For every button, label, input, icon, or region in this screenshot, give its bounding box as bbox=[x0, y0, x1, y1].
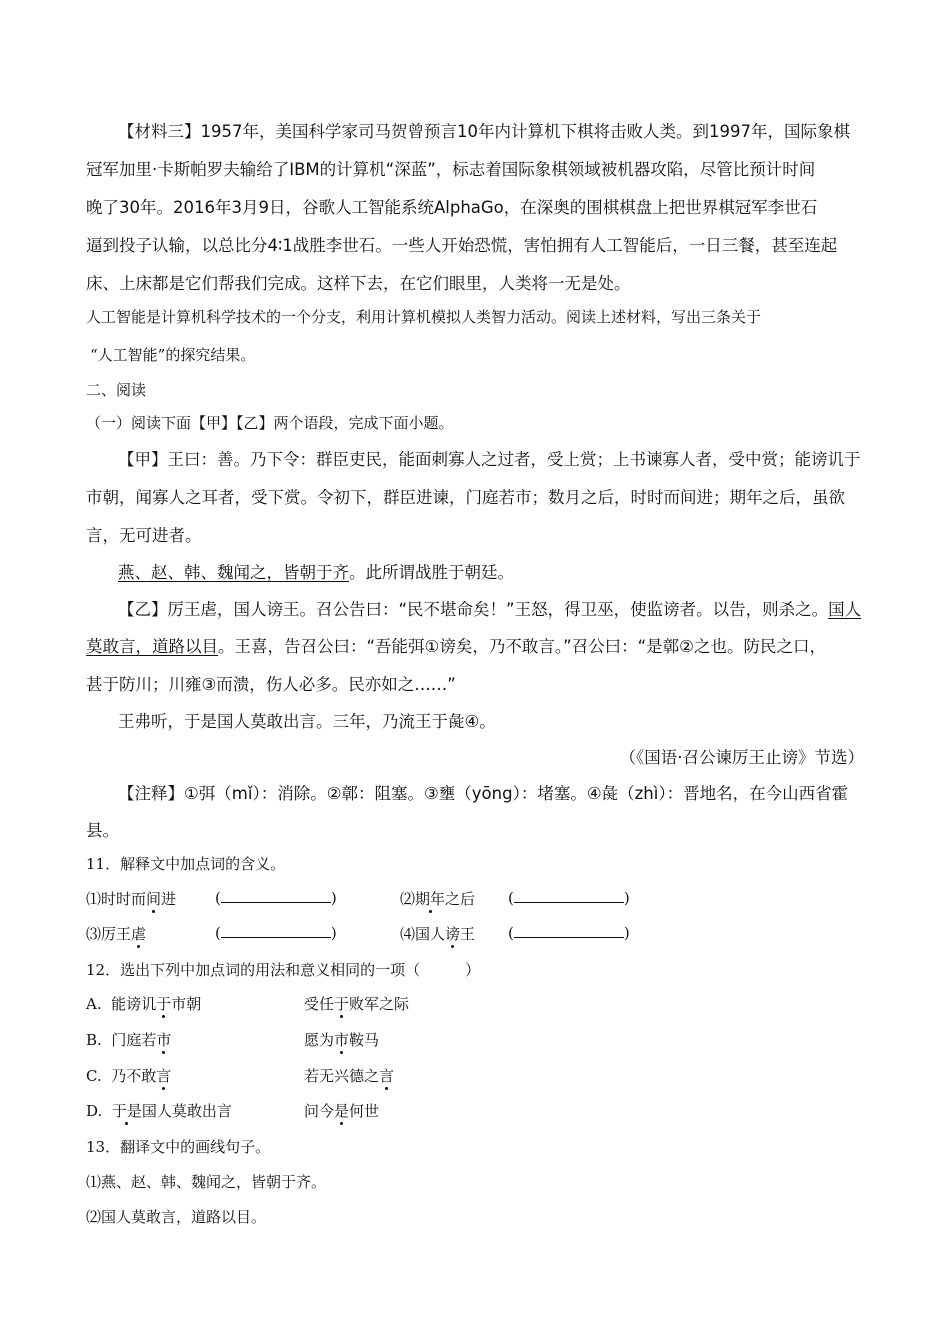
yi-line-1 bbox=[118, 596, 861, 620]
option-right-post: 败军之际 bbox=[349, 995, 410, 1013]
answer-blank[interactable] bbox=[221, 888, 331, 903]
passage-source: （《国语·召公谏厉王止谤》节选） bbox=[619, 748, 864, 767]
option-right-pre: 若无兴德之 bbox=[304, 1067, 380, 1085]
q12-option-c-right bbox=[304, 1065, 394, 1086]
option-left-pre: 门庭若 bbox=[111, 1031, 157, 1049]
option-letter: B. bbox=[86, 1031, 102, 1049]
notes-line-1: 【注释】①弭（mǐ）：消除。②鄣：阻塞。③壅（yōng）：堵塞。④彘（zhì）：晋地名，在今山西省霍 bbox=[118, 784, 849, 803]
option-right-pre: 问今 bbox=[304, 1102, 335, 1120]
jia-underlined-sentence: 燕、赵、韩、魏闻之，皆朝于齐 bbox=[118, 563, 349, 582]
notes-line-2: 县。 bbox=[86, 821, 119, 840]
yi-line-2-text: 。王喜，告召公曰：“吾能弭①谤矣，乃不敢言。”召公曰：“是鄣②之也。防民之口， bbox=[218, 637, 826, 656]
material-line-1: 【材料三】1957年，美国科学家司马贺曾预言10年内计算机下棋将击败人类。到1997年，国际象棋 bbox=[118, 122, 850, 141]
q12-option-b-right bbox=[304, 1029, 379, 1050]
material-line-4: 逼到投子认输，以总比分4∶1战胜李世石。一些人开始恐慌，害怕拥有人工智能后，一日三餐，甚至连起 bbox=[86, 236, 838, 255]
q11-item-2-num: ⑵ bbox=[400, 890, 416, 908]
q12-option-b[interactable] bbox=[86, 1029, 171, 1050]
q12-option-a[interactable] bbox=[86, 993, 201, 1014]
yi-line-4: 王弗听，于是国人莫敢出言。三年，乃流王于彘④。 bbox=[118, 712, 496, 731]
option-right-post: 何世 bbox=[349, 1102, 380, 1120]
option-right-dotted: 是 bbox=[334, 1102, 350, 1120]
q11-item-1-pre: 时时而 bbox=[101, 890, 147, 908]
option-left-dotted: 于是 bbox=[111, 1102, 142, 1120]
q11-item-3-num: ⑶ bbox=[86, 925, 102, 943]
option-left-pre: 能谤讥 bbox=[111, 995, 157, 1013]
option-left-post: 国人莫敢出言 bbox=[141, 1102, 232, 1120]
yi-line-2 bbox=[86, 633, 826, 657]
option-letter: A. bbox=[86, 995, 102, 1013]
q11-item-1-post: 进 bbox=[161, 890, 177, 908]
q11-item-4-post: 王 bbox=[460, 925, 476, 943]
yi-line-1-text: 【乙】厉王虐，国人谤王。召公告曰：“民不堪命矣！”王怒，得卫巫，使监谤者。以告，则杀之。 bbox=[118, 600, 829, 619]
option-letter: D. bbox=[86, 1102, 103, 1120]
answer-blank[interactable] bbox=[221, 923, 331, 938]
option-right-pre: 受任 bbox=[304, 995, 335, 1013]
option-right-dotted: 市 bbox=[334, 1031, 350, 1049]
q13-item-1: ⑴燕、赵、韩、魏闻之，皆朝于齐。 bbox=[86, 1173, 327, 1191]
q12-option-a-right bbox=[304, 993, 409, 1014]
q13-stem: 13．翻译文中的画线句子。 bbox=[86, 1138, 271, 1156]
answer-blank[interactable] bbox=[514, 888, 624, 903]
prompt-line-2: “人工智能”的探究结果。 bbox=[90, 346, 256, 364]
option-right-post: 鞍马 bbox=[349, 1031, 380, 1049]
q11-item-4-num: ⑷ bbox=[400, 925, 416, 943]
yi-line-3: 甚于防川；川雍③而溃，伤人必多。民亦如之……” bbox=[86, 675, 456, 694]
q13-item-2: ⑵国人莫敢言，道路以目。 bbox=[86, 1208, 267, 1226]
option-left-pre: 乃不敢 bbox=[111, 1067, 157, 1085]
q11-item-3-pre: 厉王 bbox=[101, 925, 132, 943]
q11-answer-4[interactable]: ( ) bbox=[508, 924, 630, 942]
q11-item-1-num: ⑴ bbox=[86, 890, 102, 908]
q11-item-2-post: 之后 bbox=[445, 890, 476, 908]
yi-underlined-start: 国人 bbox=[828, 600, 862, 619]
q11-answer-3[interactable]: ( ) bbox=[215, 924, 337, 942]
q12-option-d[interactable] bbox=[86, 1100, 232, 1121]
option-left-dotted: 市 bbox=[156, 1031, 172, 1049]
option-left-post: 市朝 bbox=[171, 995, 202, 1013]
material-line-2: 冠军加里·卡斯帕罗夫输给了IBM的计算机“深蓝”，标志着国际象棋领域被机器攻陷，尽管比预计时间 bbox=[86, 160, 816, 179]
q11-stem: 11．解释文中加点词的含义。 bbox=[86, 855, 286, 873]
prompt-line-1: 人工智能是计算机科学技术的一个分支，利用计算机模拟人类智力活动。阅读上述材料，写出三条关于 bbox=[86, 308, 762, 326]
option-left-dotted: 言 bbox=[156, 1067, 172, 1085]
q11-item-2 bbox=[400, 888, 475, 909]
jia-tail: 。此所谓战胜于朝廷。 bbox=[349, 563, 514, 582]
yi-underlined-end: 莫敢言，道路以目 bbox=[86, 637, 218, 656]
material-line-3: 晚了30年。2016年3月9日，谷歌人工智能系统AlphaGo，在深奥的围棋棋盘上把世界棋冠军李世石 bbox=[86, 198, 818, 217]
q11-item-4-dotted: 谤 bbox=[445, 925, 461, 943]
jia-line-2: 市朝，闻寡人之耳者，受下赏。令初下，群臣进谏，门庭若市；数月之后，时时而间进；期年之后，虽欲 bbox=[86, 488, 845, 507]
material-line-5: 床、上床都是它们帮我们完成。这样下去，在它们眼里，人类将一无是处。 bbox=[86, 274, 631, 293]
q11-item-3 bbox=[86, 923, 146, 944]
q11-item-1-dotted: 间 bbox=[146, 890, 162, 908]
q11-item-4-pre: 国人 bbox=[415, 925, 446, 943]
q12-option-d-right bbox=[304, 1100, 379, 1121]
jia-line-4 bbox=[118, 559, 514, 583]
section-title: 二、阅读 bbox=[86, 381, 147, 399]
option-letter: C. bbox=[86, 1067, 102, 1085]
jia-line-1: 【甲】王曰：善。乃下令：群臣吏民，能面刺寡人之过者，受上赏；上书谏寡人者，受中赏；能谤讥于 bbox=[118, 450, 861, 469]
q11-item-2-dotted: 期年 bbox=[415, 890, 446, 908]
option-right-pre: 愿为 bbox=[304, 1031, 335, 1049]
option-right-dotted: 于 bbox=[334, 995, 350, 1013]
q11-item-4 bbox=[400, 923, 475, 944]
option-left-dotted: 于 bbox=[156, 995, 172, 1013]
q11-answer-1[interactable]: ( ) bbox=[215, 889, 337, 907]
q11-answer-2[interactable]: ( ) bbox=[508, 889, 630, 907]
answer-blank[interactable] bbox=[514, 923, 624, 938]
q12-stem: 12．选出下列中加点词的用法和意义相同的一项（ ） bbox=[86, 961, 481, 979]
option-right-dotted: 言 bbox=[379, 1067, 395, 1085]
q12-option-c[interactable] bbox=[86, 1065, 171, 1086]
jia-line-3: 言，无可进者。 bbox=[86, 526, 202, 545]
q11-item-3-dotted: 虐 bbox=[131, 925, 147, 943]
section-subtitle: （一）阅读下面【甲】【乙】两个语段，完成下面小题。 bbox=[86, 414, 454, 432]
q11-item-1 bbox=[86, 888, 176, 909]
